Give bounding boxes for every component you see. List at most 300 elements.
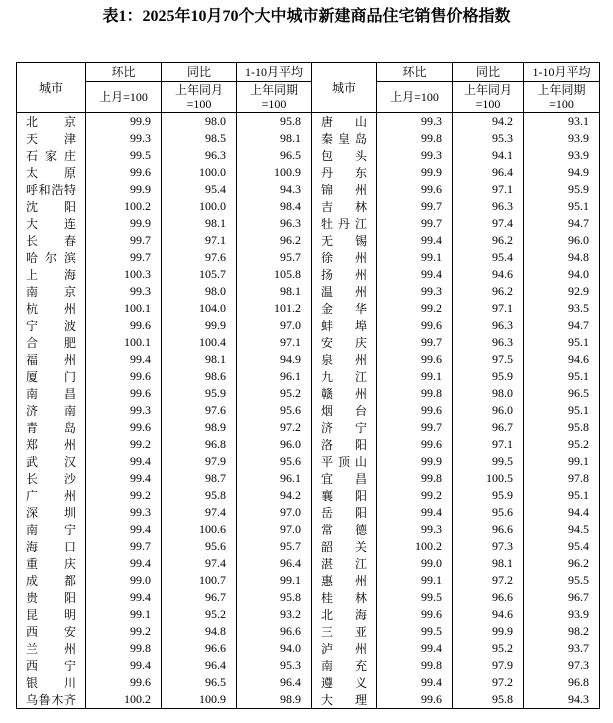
yoy-value-left: 94.8: [162, 623, 237, 640]
city-cell-right: 北 海: [312, 606, 377, 623]
avg-value-right: 93.1: [524, 113, 600, 131]
table-row: [17, 266, 600, 283]
city-cell-right: 丹 东: [312, 164, 377, 181]
yoy-value-left: 98.1: [162, 215, 237, 232]
avg-value-left: 98.1: [237, 283, 312, 300]
mom-value-left: 99.3: [86, 130, 162, 147]
mom-value-left: 99.2: [86, 623, 162, 640]
yoy-value-right: 94.2: [453, 113, 524, 131]
city-cell-right: 赣 州: [312, 385, 377, 402]
mom-value-right: 99.6: [377, 402, 453, 419]
avg-value-right: 94.0: [524, 266, 600, 283]
city-cell-right: 岳 阳: [312, 504, 377, 521]
mom-value-right: 99.4: [377, 266, 453, 283]
yoy-value-left: 98.6: [162, 368, 237, 385]
mom-value-left: 99.3: [86, 402, 162, 419]
avg-value-left: 98.1: [237, 130, 312, 147]
yoy-value-right: 96.2: [453, 232, 524, 249]
city-cell-right: 徐 州: [312, 249, 377, 266]
city-cell-right: 吉 林: [312, 198, 377, 215]
header-avg-base-left: 上年同期 =100: [237, 82, 312, 113]
mom-value-right: 99.8: [377, 657, 453, 674]
avg-value-right: 96.8: [524, 674, 600, 691]
table-row: [17, 385, 600, 402]
yoy-value-right: 97.1: [453, 300, 524, 317]
avg-value-left: 95.2: [237, 385, 312, 402]
mom-value-left: 100.3: [86, 266, 162, 283]
avg-value-right: 94.6: [524, 351, 600, 368]
city-cell-right: 扬 州: [312, 266, 377, 283]
city-cell-left: 重 庆: [17, 555, 86, 572]
avg-value-right: 95.9: [524, 181, 600, 198]
table-row: [17, 283, 600, 300]
yoy-value-right: 95.6: [453, 504, 524, 521]
mom-value-left: 99.4: [86, 589, 162, 606]
mom-value-left: 99.6: [86, 164, 162, 181]
mom-value-left: 99.9: [86, 181, 162, 198]
city-cell-right: 遵 义: [312, 674, 377, 691]
city-cell-left: 合 肥: [17, 334, 86, 351]
city-cell-right: 烟 台: [312, 402, 377, 419]
city-cell-left: 昆 明: [17, 606, 86, 623]
yoy-value-right: 95.9: [453, 487, 524, 504]
city-cell-left: 天 津: [17, 130, 86, 147]
header-avg-right: 1-10月平均: [524, 63, 600, 82]
avg-value-left: 96.2: [237, 232, 312, 249]
city-cell-right: 桂 林: [312, 589, 377, 606]
yoy-value-left: 98.9: [162, 419, 237, 436]
avg-value-left: 96.4: [237, 555, 312, 572]
yoy-value-right: 96.0: [453, 402, 524, 419]
yoy-value-right: 94.6: [453, 266, 524, 283]
avg-value-right: 98.2: [524, 623, 600, 640]
avg-value-right: 93.5: [524, 300, 600, 317]
mom-value-left: 99.3: [86, 283, 162, 300]
table-row: [17, 181, 600, 198]
header-avg-base-right: 上年同期 =100: [524, 82, 600, 113]
yoy-value-left: 95.9: [162, 385, 237, 402]
price-index-table: [16, 62, 600, 709]
city-cell-right: 秦 皇 岛: [312, 130, 377, 147]
city-cell-left: 广 州: [17, 487, 86, 504]
yoy-value-left: 98.0: [162, 113, 237, 131]
city-cell-right: 南 充: [312, 657, 377, 674]
yoy-value-left: 100.4: [162, 334, 237, 351]
table-row: [17, 300, 600, 317]
table-row: [17, 504, 600, 521]
mom-value-left: 99.2: [86, 436, 162, 453]
mom-value-left: 99.3: [86, 504, 162, 521]
avg-value-right: 97.8: [524, 470, 600, 487]
header-yoy-base-left: 上年同月 =100: [162, 82, 237, 113]
header-city-right: 城市: [312, 63, 377, 113]
city-cell-left: 青 岛: [17, 419, 86, 436]
table-row: [17, 436, 600, 453]
yoy-value-left: 104.0: [162, 300, 237, 317]
city-cell-right: 牡 丹 江: [312, 215, 377, 232]
yoy-value-right: 96.3: [453, 334, 524, 351]
mom-value-right: 99.3: [377, 147, 453, 164]
mom-value-right: 99.9: [377, 453, 453, 470]
city-cell-right: 包 头: [312, 147, 377, 164]
yoy-value-left: 96.7: [162, 589, 237, 606]
yoy-value-right: 97.1: [453, 181, 524, 198]
mom-value-right: 99.4: [377, 674, 453, 691]
avg-value-right: 95.8: [524, 419, 600, 436]
city-cell-left: 沈 阳: [17, 198, 86, 215]
avg-value-right: 95.5: [524, 572, 600, 589]
yoy-value-right: 97.1: [453, 436, 524, 453]
table-row: [17, 470, 600, 487]
header-mom-right: 环比: [377, 63, 453, 82]
table-row: [17, 419, 600, 436]
mom-value-left: 99.7: [86, 538, 162, 555]
city-cell-right: 唐 山: [312, 113, 377, 131]
city-cell-right: 三 亚: [312, 623, 377, 640]
avg-value-left: 93.2: [237, 606, 312, 623]
avg-value-left: 96.3: [237, 215, 312, 232]
mom-value-left: 99.6: [86, 674, 162, 691]
mom-value-left: 99.5: [86, 147, 162, 164]
avg-value-right: 94.4: [524, 504, 600, 521]
yoy-value-right: 99.9: [453, 623, 524, 640]
avg-value-left: 94.0: [237, 640, 312, 657]
city-cell-left: 海 口: [17, 538, 86, 555]
mom-value-right: 99.1: [377, 368, 453, 385]
yoy-value-right: 97.2: [453, 572, 524, 589]
yoy-value-right: 96.4: [453, 164, 524, 181]
mom-value-right: 99.1: [377, 572, 453, 589]
yoy-value-right: 98.0: [453, 385, 524, 402]
yoy-value-right: 96.3: [453, 317, 524, 334]
city-cell-right: 洛 阳: [312, 436, 377, 453]
mom-value-left: 99.4: [86, 470, 162, 487]
mom-value-right: 99.7: [377, 198, 453, 215]
yoy-value-left: 98.1: [162, 351, 237, 368]
table-row: [17, 402, 600, 419]
mom-value-left: 100.2: [86, 691, 162, 709]
mom-value-right: 99.8: [377, 385, 453, 402]
yoy-value-right: 94.1: [453, 147, 524, 164]
mom-value-right: 99.6: [377, 436, 453, 453]
mom-value-right: 99.9: [377, 164, 453, 181]
avg-value-left: 98.4: [237, 198, 312, 215]
city-cell-left: 杭 州: [17, 300, 86, 317]
header-yoy-right: 同比: [453, 63, 524, 82]
avg-value-right: 97.3: [524, 657, 600, 674]
avg-value-left: 98.9: [237, 691, 312, 709]
yoy-value-left: 100.0: [162, 164, 237, 181]
city-cell-left: 上 海: [17, 266, 86, 283]
city-cell-left: 大 连: [17, 215, 86, 232]
yoy-value-left: 95.8: [162, 487, 237, 504]
yoy-value-left: 95.4: [162, 181, 237, 198]
avg-value-right: 95.1: [524, 402, 600, 419]
city-cell-left: 深 圳: [17, 504, 86, 521]
yoy-value-left: 97.4: [162, 555, 237, 572]
table-row: [17, 351, 600, 368]
avg-value-left: 95.6: [237, 402, 312, 419]
avg-value-left: 96.0: [237, 436, 312, 453]
city-cell-left: 成 都: [17, 572, 86, 589]
mom-value-right: 99.2: [377, 300, 453, 317]
mom-value-right: 99.0: [377, 555, 453, 572]
avg-value-left: 101.2: [237, 300, 312, 317]
city-cell-right: 泸 州: [312, 640, 377, 657]
yoy-value-left: 105.7: [162, 266, 237, 283]
avg-value-left: 96.1: [237, 368, 312, 385]
yoy-value-right: 97.9: [453, 657, 524, 674]
avg-value-right: 92.9: [524, 283, 600, 300]
yoy-value-right: 97.4: [453, 215, 524, 232]
table-header: [17, 63, 600, 113]
yoy-value-left: 100.0: [162, 198, 237, 215]
mom-value-left: 99.4: [86, 657, 162, 674]
avg-value-right: 94.7: [524, 215, 600, 232]
table-row: [17, 521, 600, 538]
avg-value-right: 95.1: [524, 198, 600, 215]
header-mom-left: 环比: [86, 63, 162, 82]
yoy-value-left: 100.9: [162, 691, 237, 709]
header-city-left: 城市: [17, 63, 86, 113]
yoy-value-left: 100.6: [162, 521, 237, 538]
mom-value-right: 99.3: [377, 113, 453, 131]
mom-value-left: 100.1: [86, 334, 162, 351]
yoy-value-left: 97.6: [162, 249, 237, 266]
city-cell-right: 湛 江: [312, 555, 377, 572]
city-cell-left: 西 宁: [17, 657, 86, 674]
avg-value-right: 94.8: [524, 249, 600, 266]
avg-value-left: 99.1: [237, 572, 312, 589]
yoy-value-left: 100.7: [162, 572, 237, 589]
yoy-value-right: 96.6: [453, 589, 524, 606]
avg-value-left: 95.8: [237, 589, 312, 606]
avg-value-left: 94.2: [237, 487, 312, 504]
mom-value-right: 99.6: [377, 317, 453, 334]
table-row: [17, 164, 600, 181]
city-cell-right: 宜 昌: [312, 470, 377, 487]
mom-value-left: 99.9: [86, 215, 162, 232]
yoy-value-right: 95.9: [453, 368, 524, 385]
yoy-value-right: 94.6: [453, 606, 524, 623]
table-row: [17, 113, 600, 131]
avg-value-left: 95.7: [237, 249, 312, 266]
yoy-value-left: 97.4: [162, 504, 237, 521]
table-row: [17, 606, 600, 623]
city-cell-left: 贵 阳: [17, 589, 86, 606]
table-row: [17, 147, 600, 164]
avg-value-right: 95.4: [524, 538, 600, 555]
yoy-value-right: 95.3: [453, 130, 524, 147]
avg-value-right: 95.1: [524, 334, 600, 351]
avg-value-left: 97.1: [237, 334, 312, 351]
header-mom-base-right: 上月=100: [377, 82, 453, 113]
yoy-value-right: 95.4: [453, 249, 524, 266]
city-cell-left: 长 沙: [17, 470, 86, 487]
avg-value-left: 97.0: [237, 521, 312, 538]
city-cell-right: 九 江: [312, 368, 377, 385]
yoy-value-right: 97.5: [453, 351, 524, 368]
avg-value-left: 94.9: [237, 351, 312, 368]
avg-value-right: 96.5: [524, 385, 600, 402]
avg-value-left: 96.1: [237, 470, 312, 487]
city-cell-right: 泉 州: [312, 351, 377, 368]
mom-value-left: 99.4: [86, 521, 162, 538]
city-cell-left: 长 春: [17, 232, 86, 249]
mom-value-left: 99.7: [86, 249, 162, 266]
city-cell-right: 济 宁: [312, 419, 377, 436]
city-cell-left: 石 家 庄: [17, 147, 86, 164]
avg-value-right: 95.1: [524, 368, 600, 385]
city-cell-left: 宁 波: [17, 317, 86, 334]
mom-value-left: 99.4: [86, 453, 162, 470]
yoy-value-right: 98.1: [453, 555, 524, 572]
city-cell-left: 呼 和 浩 特: [17, 181, 86, 198]
yoy-value-left: 96.3: [162, 147, 237, 164]
mom-value-left: 99.9: [86, 113, 162, 131]
table-row: [17, 691, 600, 709]
mom-value-right: 99.7: [377, 334, 453, 351]
avg-value-left: 97.0: [237, 504, 312, 521]
avg-value-left: 96.6: [237, 623, 312, 640]
table-body: [17, 113, 600, 709]
mom-value-left: 99.7: [86, 232, 162, 249]
mom-value-right: 99.8: [377, 470, 453, 487]
yoy-value-right: 96.6: [453, 521, 524, 538]
mom-value-right: 99.8: [377, 130, 453, 147]
avg-value-left: 94.3: [237, 181, 312, 198]
header-avg-left: 1-10月平均: [237, 63, 312, 82]
yoy-value-left: 96.5: [162, 674, 237, 691]
city-cell-right: 金 华: [312, 300, 377, 317]
city-cell-right: 大 理: [312, 691, 377, 709]
header-mom-base-left: 上月=100: [86, 82, 162, 113]
city-cell-left: 济 南: [17, 402, 86, 419]
city-cell-right: 惠 州: [312, 572, 377, 589]
mom-value-right: 99.5: [377, 589, 453, 606]
yoy-value-left: 96.8: [162, 436, 237, 453]
avg-value-left: 105.8: [237, 266, 312, 283]
yoy-value-left: 98.0: [162, 283, 237, 300]
table-row: [17, 198, 600, 215]
yoy-value-right: 97.3: [453, 538, 524, 555]
mom-value-right: 99.5: [377, 623, 453, 640]
mom-value-right: 99.6: [377, 181, 453, 198]
city-cell-right: 锦 州: [312, 181, 377, 198]
table-row: [17, 215, 600, 232]
yoy-value-right: 95.2: [453, 640, 524, 657]
yoy-value-left: 97.1: [162, 232, 237, 249]
table-row: [17, 334, 600, 351]
city-cell-right: 安 庆: [312, 334, 377, 351]
yoy-value-left: 95.6: [162, 538, 237, 555]
avg-value-right: 96.7: [524, 589, 600, 606]
table-row: [17, 572, 600, 589]
avg-value-left: 100.9: [237, 164, 312, 181]
avg-value-right: 93.9: [524, 606, 600, 623]
city-cell-left: 南 宁: [17, 521, 86, 538]
avg-value-left: 97.2: [237, 419, 312, 436]
mom-value-right: 99.3: [377, 283, 453, 300]
mom-value-right: 99.4: [377, 232, 453, 249]
city-cell-left: 银 川: [17, 674, 86, 691]
table-row: [17, 589, 600, 606]
mom-value-left: 99.6: [86, 385, 162, 402]
mom-value-right: 99.6: [377, 351, 453, 368]
mom-value-left: 99.8: [86, 640, 162, 657]
table-row: [17, 623, 600, 640]
city-cell-left: 太 原: [17, 164, 86, 181]
mom-value-left: 99.4: [86, 555, 162, 572]
mom-value-right: 99.6: [377, 691, 453, 709]
avg-value-left: 96.5: [237, 147, 312, 164]
mom-value-left: 100.1: [86, 300, 162, 317]
city-cell-left: 郑 州: [17, 436, 86, 453]
mom-value-left: 99.6: [86, 317, 162, 334]
yoy-value-left: 98.5: [162, 130, 237, 147]
avg-value-right: 94.9: [524, 164, 600, 181]
yoy-value-right: 96.3: [453, 198, 524, 215]
yoy-value-left: 97.6: [162, 402, 237, 419]
mom-value-left: 99.6: [86, 368, 162, 385]
yoy-value-left: 96.6: [162, 640, 237, 657]
table-row: [17, 640, 600, 657]
mom-value-left: 99.1: [86, 606, 162, 623]
table-row: [17, 453, 600, 470]
mom-value-left: 99.6: [86, 419, 162, 436]
avg-value-right: 96.0: [524, 232, 600, 249]
table-row: [17, 555, 600, 572]
mom-value-right: 99.1: [377, 249, 453, 266]
mom-value-right: 99.7: [377, 419, 453, 436]
table-row: [17, 232, 600, 249]
city-cell-right: 无 锡: [312, 232, 377, 249]
avg-value-right: 94.3: [524, 691, 600, 709]
mom-value-left: 100.2: [86, 198, 162, 215]
table-row: [17, 130, 600, 147]
mom-value-right: 99.6: [377, 606, 453, 623]
yoy-value-right: 96.7: [453, 419, 524, 436]
yoy-value-left: 99.9: [162, 317, 237, 334]
city-cell-left: 武 汉: [17, 453, 86, 470]
avg-value-right: 94.5: [524, 521, 600, 538]
mom-value-right: 99.7: [377, 215, 453, 232]
header-yoy-left: 同比: [162, 63, 237, 82]
table-row: [17, 674, 600, 691]
city-cell-left: 南 京: [17, 283, 86, 300]
yoy-value-left: 95.2: [162, 606, 237, 623]
avg-value-right: 93.9: [524, 130, 600, 147]
avg-value-right: 95.1: [524, 487, 600, 504]
yoy-value-left: 98.7: [162, 470, 237, 487]
avg-value-left: 95.7: [237, 538, 312, 555]
mom-value-left: 99.4: [86, 351, 162, 368]
yoy-value-right: 100.5: [453, 470, 524, 487]
mom-value-right: 100.2: [377, 538, 453, 555]
yoy-value-right: 97.2: [453, 674, 524, 691]
table-row: [17, 368, 600, 385]
city-cell-left: 兰 州: [17, 640, 86, 657]
city-cell-right: 襄 阳: [312, 487, 377, 504]
table-row: [17, 538, 600, 555]
avg-value-left: 95.8: [237, 113, 312, 131]
avg-value-left: 97.0: [237, 317, 312, 334]
city-cell-right: 常 德: [312, 521, 377, 538]
table-row: [17, 657, 600, 674]
avg-value-right: 93.9: [524, 147, 600, 164]
avg-value-right: 95.2: [524, 436, 600, 453]
avg-value-left: 95.3: [237, 657, 312, 674]
